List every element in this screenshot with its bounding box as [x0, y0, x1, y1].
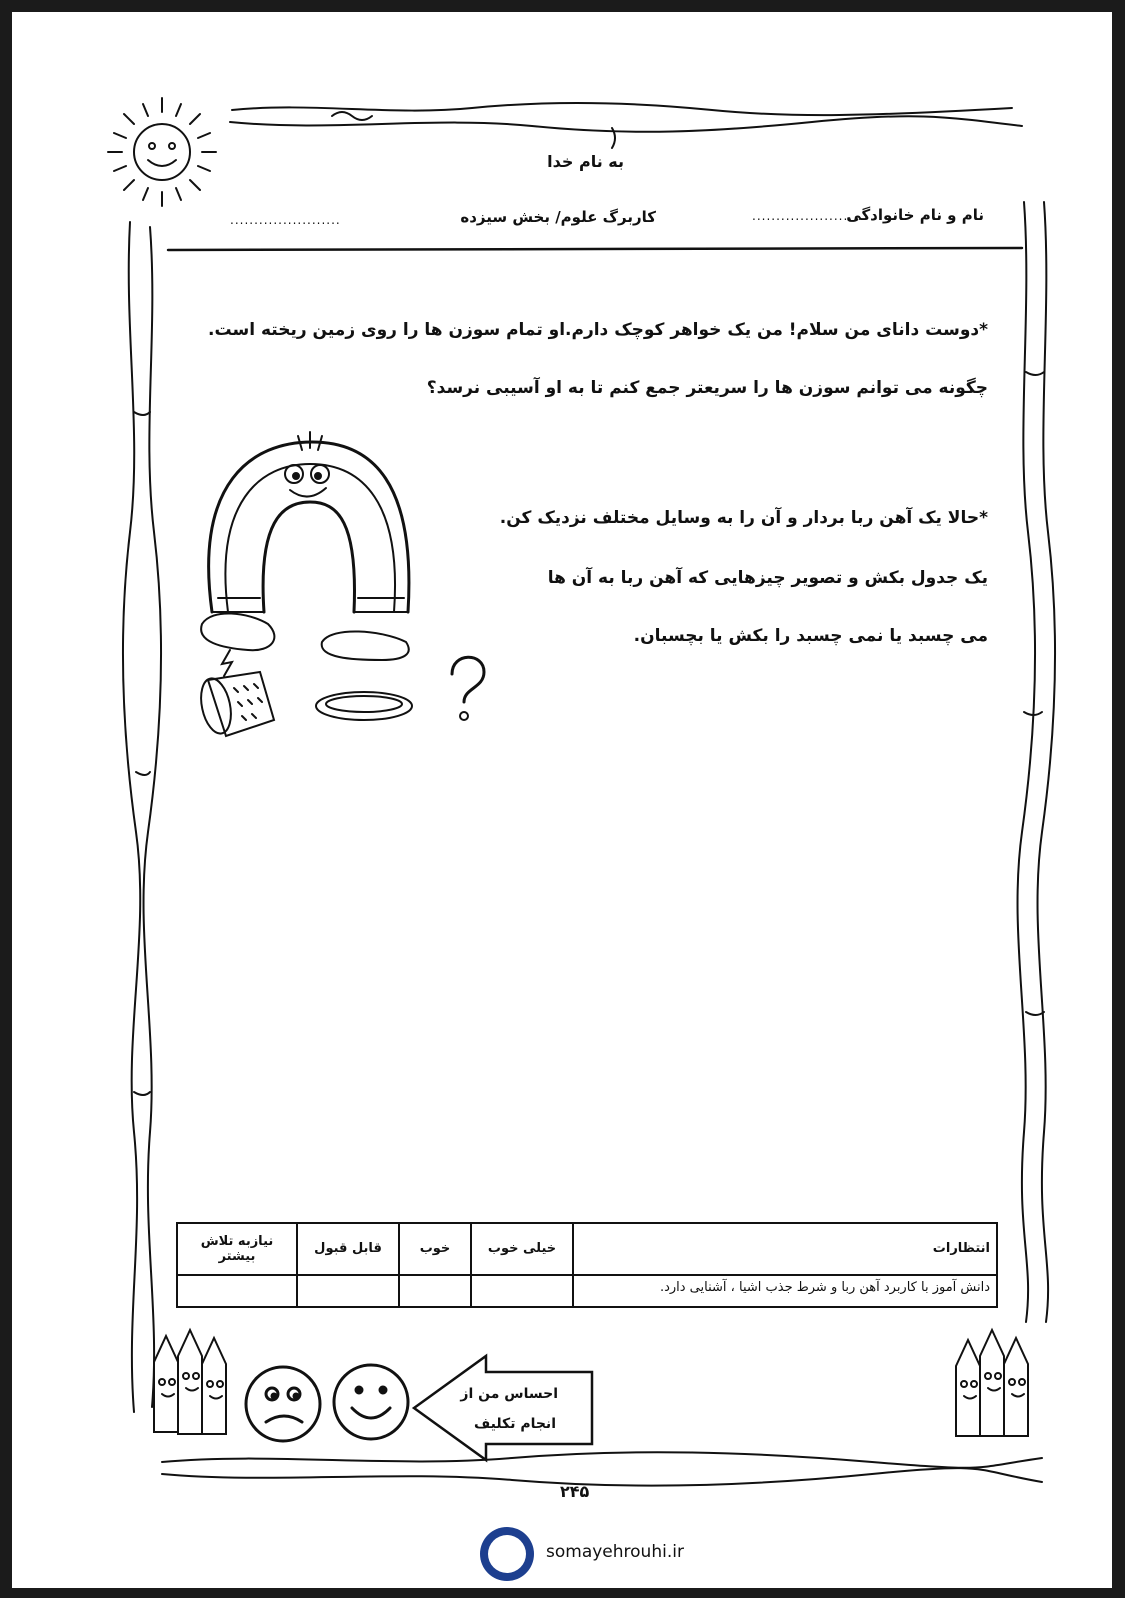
name-field[interactable]: .......................	[752, 209, 863, 223]
header-acceptable: قابل قبول	[297, 1223, 399, 1275]
bismillah-heading: به نام خدا	[547, 152, 624, 171]
name-label: نام و نام خانوادگی	[846, 206, 984, 224]
site-url[interactable]: somayehrouhi.ir	[546, 1542, 684, 1562]
table-header-row	[177, 1223, 997, 1275]
table-row	[177, 1275, 997, 1307]
evaluation-table	[176, 1222, 998, 1308]
header-good: خوب	[399, 1223, 471, 1275]
date-field[interactable]: .......................	[230, 213, 341, 227]
happy-face-icon[interactable]	[334, 1365, 408, 1439]
very-good-cell[interactable]	[471, 1275, 573, 1307]
site-logo-icon	[480, 1527, 534, 1581]
page-number: ۲۴۵	[560, 1482, 590, 1501]
header-expectations: انتظارات	[573, 1223, 997, 1275]
header-very-good: خیلی خوب	[471, 1223, 573, 1275]
feeling-label-1: احساس من از	[460, 1386, 558, 1402]
worksheet-title: کاربرگ علوم/ بخش سیزده	[460, 208, 656, 226]
question-line: چگونه می توانم سوزن ها را سریعتر جمع کنم تا به او آسیبی نرسد؟	[426, 378, 988, 398]
good-cell[interactable]	[399, 1275, 471, 1307]
feeling-label-2: انجام تکلیف	[473, 1416, 556, 1432]
sad-face-icon[interactable]	[246, 1367, 320, 1441]
instruction-line-1: *حالا یک آهن ربا بردار و آن را به وسایل مختلف نزدیک کن.	[499, 508, 988, 528]
intro-line: *دوست دانای من سلام! من یک خواهر کوچک دارم.او تمام سوزن ها را روی زمین ریخته است.	[208, 320, 988, 340]
needs-effort-cell[interactable]	[177, 1275, 297, 1307]
instruction-line-2: یک جدول بکش و تصویر چیزهایی که آهن ربا به آن ها	[547, 568, 988, 588]
header-needs-effort: نیازبه تلاش بیشتر	[177, 1223, 297, 1275]
instruction-line-3: می چسبد یا نمی چسبد را بکش یا بچسبان.	[633, 626, 988, 646]
acceptable-cell[interactable]	[297, 1275, 399, 1307]
feeling-faces	[12, 12, 1112, 1588]
worksheet-page	[12, 12, 1112, 1588]
expectation-cell: دانش آموز با کاربرد آهن ربا و شرط جذب اشیا ، آشنایی دارد.	[573, 1275, 997, 1307]
